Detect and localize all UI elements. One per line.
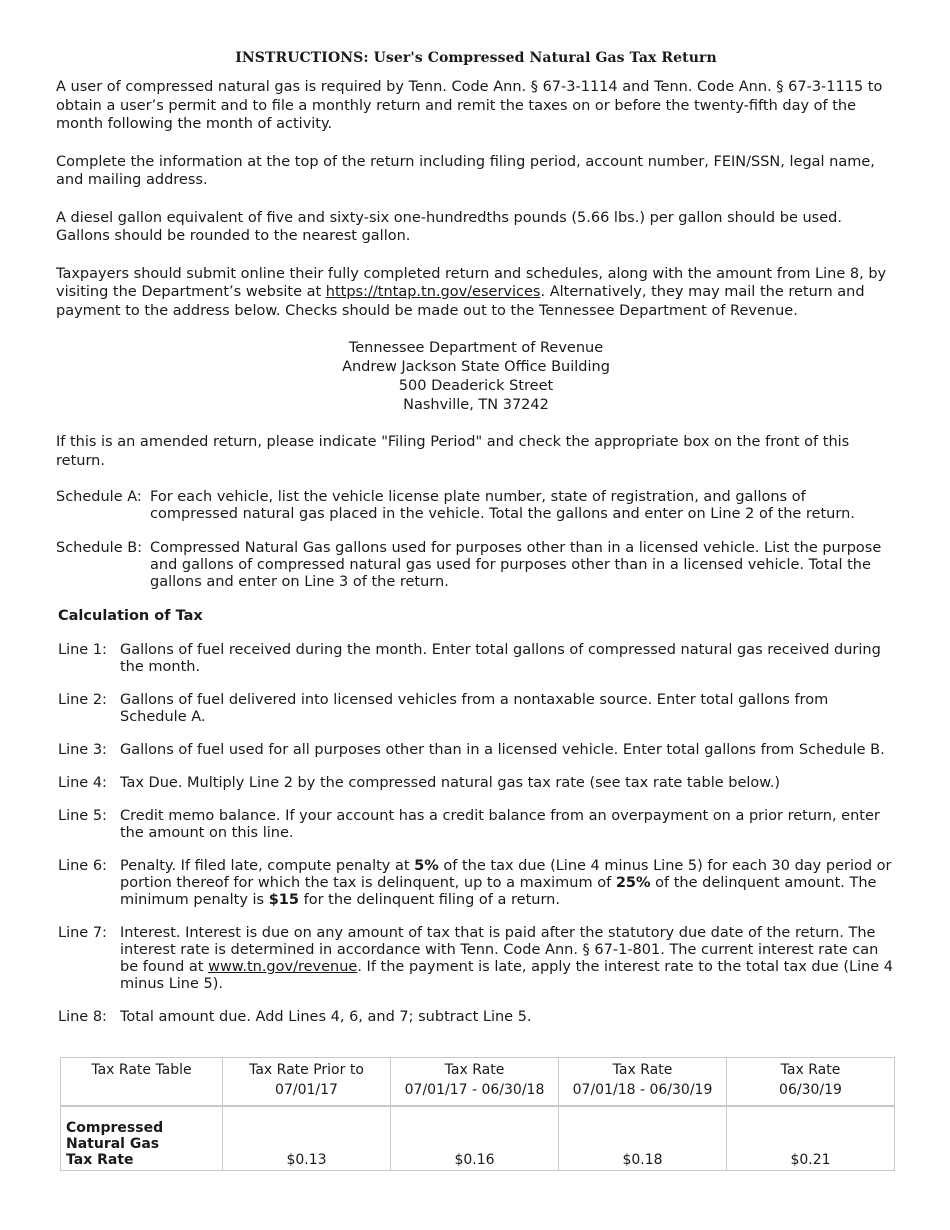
header-line-1: Tax Rate xyxy=(444,1062,505,1078)
address-line-4: Nashville, TN 37242 xyxy=(403,397,549,413)
line-5 xyxy=(58,808,896,842)
header-line-1: Tax Rate xyxy=(780,1062,841,1078)
line-2 xyxy=(58,692,896,726)
line-4 xyxy=(58,775,896,792)
mailing-address xyxy=(56,339,896,415)
header-cell xyxy=(727,1058,895,1107)
rate-value-cell: $0.21 xyxy=(727,1106,895,1171)
line-5-label: Line 5: xyxy=(58,808,107,824)
line-3 xyxy=(58,742,896,759)
header-line-2: 07/01/17 xyxy=(275,1082,338,1098)
intro-paragraph-1: A user of compressed natural gas is required by Tenn. Code Ann. § 67-3-1114 and Tenn. Code Ann. § 67-3-1115 to obtain a user’s permit and to file a monthly return and remit the taxes on or before the twenty-fifth day of the month following the month of activity. xyxy=(56,79,883,132)
intro-paragraph-3: A diesel gallon equivalent of five and sixty-six one-hundredths pounds (5.66 lbs.) per gallon should be used. Gallons should be rounded to the nearest gallon. xyxy=(56,209,842,244)
line-6-label: Line 6: xyxy=(58,858,107,874)
intro-paragraph-2: Complete the information at the top of the return including filing period, account number, FEIN/SSN, legal name, and mailing address. xyxy=(56,153,875,188)
header-cell xyxy=(559,1058,727,1107)
line-3-label: Line 3: xyxy=(58,742,107,758)
address-line-3: 500 Deaderick Street xyxy=(398,378,554,394)
page-title: INSTRUCTIONS: User's Compressed Natural Gas Tax Return xyxy=(235,50,717,66)
row-label-line-1: Compressed xyxy=(66,1120,164,1136)
schedule-a-text: For each vehicle, list the vehicle license plate number, state of registration, and gallons of compressed natural gas placed in the vehicle. Total the gallons and enter on Line 2 of the return. xyxy=(150,489,855,522)
header-cell xyxy=(61,1058,223,1107)
calculation-heading: Calculation of Tax xyxy=(58,608,203,624)
line-6-text-a: Penalty. If filed late, compute penalty at xyxy=(120,858,415,874)
row-label-line-2: Natural Gas xyxy=(66,1136,160,1152)
schedule-b-label: Schedule B: xyxy=(56,540,143,556)
schedule-a-label: Schedule A: xyxy=(56,489,142,505)
line-8-text: Total amount due. Add Lines 4, 6, and 7; subtract Line 5. xyxy=(120,1009,532,1025)
line-7-label: Line 7: xyxy=(58,925,107,941)
address-line-2: Andrew Jackson State Office Building xyxy=(342,359,610,375)
line-2-label: Line 2: xyxy=(58,692,107,708)
penalty-rate: 5% xyxy=(414,858,439,874)
header-line-2: 07/01/17 - 06/30/18 xyxy=(404,1082,545,1098)
intro-paragraph-4-text-a: Taxpayers should submit online their fully completed return and schedules, along with the amount from Line 8, by visiting the Department’s website at xyxy=(56,265,887,300)
rate-value-cell: $0.18 xyxy=(559,1106,727,1171)
line-5-text: Credit memo balance. If your account has a credit balance from an overpayment on a prior return, enter the amount on this line. xyxy=(120,808,880,841)
header-line-1: Tax Rate Prior to xyxy=(249,1062,364,1078)
line-6-text-c: of the delinquent amount. The minimum penalty is xyxy=(120,875,877,908)
row-label-line-3: Tax Rate xyxy=(66,1152,134,1168)
line-6-text-b: of the tax due (Line 4 minus Line 5) for each 30 day period or portion thereof for which the tax is delinquent, up to a maximum of xyxy=(120,858,892,891)
header-cell xyxy=(223,1058,391,1107)
address-line-1: Tennessee Department of Revenue xyxy=(348,340,604,356)
intro-paragraph-4 xyxy=(56,265,896,321)
schedule-b-text: Compressed Natural Gas gallons used for purposes other than in a licensed vehicle. List the purpose and gallons of compressed natural gas used for purposes other than in a licensed vehicle. Total the gallons and enter on Line 3 of the return. xyxy=(150,540,882,590)
header-cell xyxy=(391,1058,559,1107)
line-1 xyxy=(58,642,896,676)
line-7-text-a: Interest. Interest is due on any amount of tax that is paid after the statutory due date of the return. The interest rate is determined in accordance with Tenn. Code Ann. § 67-1-801. The current interest rate can be found at xyxy=(120,925,879,975)
line-8 xyxy=(58,1009,896,1026)
line-7-text-b: . If the payment is late, apply the interest rate to the total tax due (Line 4 minus Line 5). xyxy=(120,959,894,992)
tax-rate-table xyxy=(60,1057,895,1171)
header-line-1: Tax Rate Table xyxy=(91,1062,192,1078)
line-2-text: Gallons of fuel delivered into licensed vehicles from a nontaxable source. Enter total gallons from Schedule A. xyxy=(120,692,829,725)
line-8-label: Line 8: xyxy=(58,1009,107,1025)
tax-rate-row xyxy=(61,1106,895,1171)
instructions-page xyxy=(56,50,896,1042)
line-7-text xyxy=(120,925,896,993)
penalty-minimum: $15 xyxy=(268,892,299,908)
line-1-label: Line 1: xyxy=(58,642,107,658)
amended-return-note: If this is an amended return, please indicate "Filing Period" and check the appropriate box on the front of this return. xyxy=(56,434,850,469)
penalty-maximum: 25% xyxy=(615,875,651,891)
intro-paragraph-4-text-b: . Alternatively, they may mail the return and payment to the address below. Checks should be made out to the Tennessee Department of Revenue. xyxy=(56,284,865,319)
line-6-text-d: for the delinquent filing of a return. xyxy=(299,892,560,908)
tax-rate-header-row xyxy=(61,1058,895,1107)
line-4-label: Line 4: xyxy=(58,775,107,791)
line-6-text xyxy=(120,858,896,909)
header-line-1: Tax Rate xyxy=(612,1062,673,1078)
schedule-a xyxy=(56,489,896,523)
header-line-2: 06/30/19 xyxy=(779,1082,842,1098)
line-3-text: Gallons of fuel used for all purposes other than in a licensed vehicle. Enter total gallons from Schedule B. xyxy=(120,742,885,758)
schedule-b xyxy=(56,540,896,591)
revenue-website-link[interactable]: www.tn.gov/revenue xyxy=(208,959,358,975)
header-line-2: 07/01/18 - 06/30/19 xyxy=(572,1082,713,1098)
line-6 xyxy=(58,858,896,909)
rate-value-cell: $0.16 xyxy=(391,1106,559,1171)
line-4-text: Tax Due. Multiply Line 2 by the compressed natural gas tax rate (see tax rate table below.) xyxy=(120,775,781,791)
line-7 xyxy=(58,925,896,993)
line-1-text: Gallons of fuel received during the month. Enter total gallons of compressed natural gas received during the month. xyxy=(120,642,881,675)
row-label-cell xyxy=(61,1106,223,1171)
eservices-link[interactable]: https://tntap.tn.gov/eservices xyxy=(325,284,541,300)
rate-value-cell: $0.13 xyxy=(223,1106,391,1171)
